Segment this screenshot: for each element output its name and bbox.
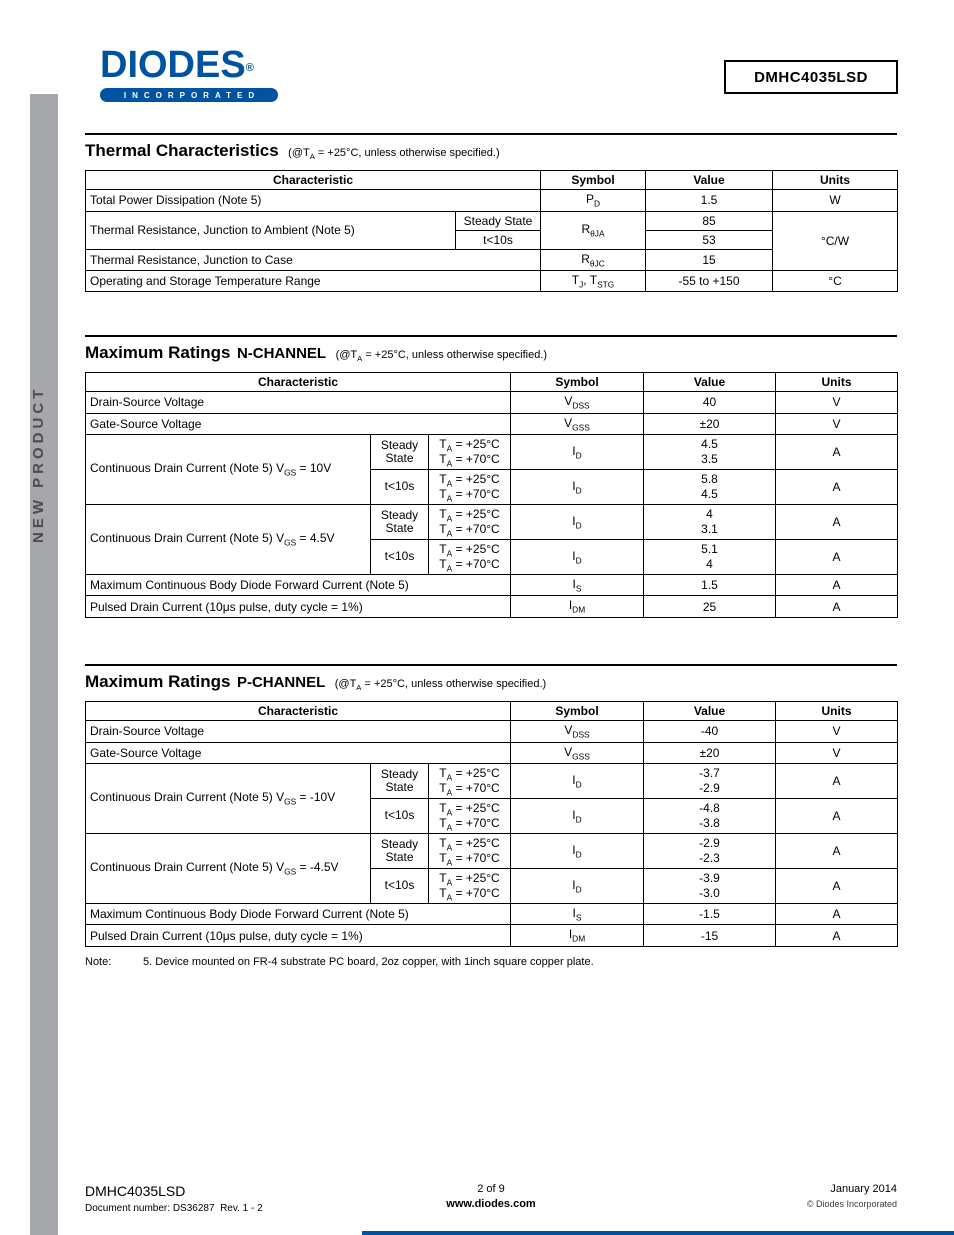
pchannel-title-row [85, 672, 897, 692]
table-row [86, 903, 898, 924]
cell-units: A [776, 868, 898, 903]
section-title-channel: N-CHANNEL [236, 345, 327, 362]
table-row [86, 721, 898, 742]
cell-conditions [429, 798, 511, 833]
cell-conditions [429, 763, 511, 798]
cell-mode: t<10s [371, 539, 429, 574]
cell-characteristic: Gate-Source Voltage [86, 413, 511, 434]
cell-symbol: $I_D$ [511, 868, 644, 903]
cell-value [644, 798, 776, 833]
value-line: -2.3 [699, 850, 720, 865]
condition-line: $T_A = +70^\circ C$ [439, 556, 500, 574]
cell-units: A [776, 434, 898, 469]
thermal-table [85, 170, 898, 292]
cell-conditions [429, 434, 511, 469]
value-line: -2.9 [699, 835, 720, 850]
cell-characteristic: Gate-Source Voltage [86, 742, 511, 763]
condition-line: $T_A = +25^\circ C$ [439, 765, 500, 783]
cell-value: 1.5 [644, 574, 776, 595]
cell-symbol: $I_D$ [511, 469, 644, 504]
new-product-label: NEW PRODUCT [30, 385, 47, 543]
nchannel-table [85, 372, 898, 618]
cell-symbol: $I_D$ [511, 763, 644, 798]
cell-value: 1.5 [646, 190, 773, 211]
footer-left [85, 1183, 263, 1214]
cell-symbol: $I_{DM}$ [511, 596, 644, 617]
table-row [86, 833, 898, 868]
thermal-section [85, 133, 897, 292]
condition-line: $T_A = +70^\circ C$ [439, 486, 500, 504]
pchannel-section [85, 664, 897, 947]
cell-units: A [776, 798, 898, 833]
cell-units: A [776, 763, 898, 798]
col-header-symbol: Symbol [541, 171, 646, 190]
cell-characteristic: Continuous Drain Current (Note 5) $V_{GS} = -4.5V$ [86, 833, 371, 903]
value-line: 4.5 [701, 436, 718, 451]
bottom-accent-bar [362, 1231, 954, 1235]
footnote-text: 5. Device mounted on FR-4 substrate PC board, 2oz copper, with 1inch square copper plate. [143, 956, 594, 968]
value-line: -3.8 [699, 815, 720, 830]
cell-value [644, 833, 776, 868]
col-header-symbol: Symbol [511, 373, 644, 392]
new-product-sidebar [30, 94, 58, 1235]
footer-center [446, 1183, 535, 1210]
cell-conditions [429, 504, 511, 539]
cell-characteristic: Thermal Resistance, Junction to Ambient (Note 5) [86, 211, 456, 249]
cell-symbol: $V_{DSS}$ [511, 721, 644, 742]
cell-symbol: $I_S$ [511, 574, 644, 595]
cell-symbol: $T_J$, $T_{STG}$ [541, 270, 646, 291]
cell-symbol: $I_S$ [511, 903, 644, 924]
logo-wordmark [100, 46, 292, 87]
cell-symbol: $V_{GSS}$ [511, 413, 644, 434]
footer-date: January 2014 [830, 1183, 897, 1195]
cell-symbol: $I_D$ [511, 434, 644, 469]
cell-value [644, 434, 776, 469]
cell-value: 40 [644, 392, 776, 413]
cell-characteristic: Continuous Drain Current (Note 5) $V_{GS} = 4.5V$ [86, 504, 371, 574]
cell-units: V [776, 742, 898, 763]
cell-characteristic: Continuous Drain Current (Note 5) $V_{GS} = 10V$ [86, 434, 371, 504]
value-line: -3.7 [699, 765, 720, 780]
cell-value: -1.5 [644, 903, 776, 924]
condition-line: $T_A = +25^\circ C$ [439, 436, 500, 454]
cell-conditions [429, 469, 511, 504]
cell-symbol: $I_{DM}$ [511, 925, 644, 946]
table-row [86, 763, 898, 798]
footer-copyright: © Diodes Incorporated [806, 1199, 897, 1209]
condition-line: $T_A = +25^\circ C$ [439, 835, 500, 853]
section-title: Maximum Ratings [85, 343, 231, 362]
table-row [86, 574, 898, 595]
cell-symbol: $V_{DSS}$ [511, 392, 644, 413]
cell-characteristic: Continuous Drain Current (Note 5) $V_{GS} = -10V$ [86, 763, 371, 833]
cell-value: -55 to +150 [646, 270, 773, 291]
part-number-box [724, 60, 898, 94]
value-line: 3.5 [701, 451, 718, 466]
cell-characteristic: Pulsed Drain Current (10μs pulse, duty cycle = 1%) [86, 925, 511, 946]
cell-characteristic: Total Power Dissipation (Note 5) [86, 190, 541, 211]
cell-characteristic: Thermal Resistance, Junction to Case [86, 249, 541, 270]
cell-mode: t<10s [371, 868, 429, 903]
condition-line: $T_A = +25^\circ C$ [439, 800, 500, 818]
condition-line: $T_A = +70^\circ C$ [439, 815, 500, 833]
section-divider [85, 335, 897, 337]
table-row [86, 392, 898, 413]
cell-mode: Steady State [456, 211, 541, 230]
condition-line: $T_A = +70^\circ C$ [439, 850, 500, 868]
value-line: -3.9 [699, 870, 720, 885]
value-line: 3.1 [701, 521, 718, 536]
table-row [86, 270, 898, 291]
cell-symbol: $R_{\theta JA}$ [541, 211, 646, 249]
cell-symbol: $I_D$ [511, 539, 644, 574]
cell-value [644, 504, 776, 539]
condition-line: $T_A = +25^\circ C$ [439, 870, 500, 888]
cell-conditions [429, 539, 511, 574]
value-line: -2.9 [699, 780, 720, 795]
table-row [86, 211, 898, 230]
cell-mode: Steady State [371, 833, 429, 868]
col-header-value: Value [644, 373, 776, 392]
value-line: 5.8 [701, 471, 718, 486]
thermal-title-row [85, 141, 897, 161]
section-divider [85, 133, 897, 135]
nchannel-section [85, 335, 897, 618]
cell-value: ±20 [644, 413, 776, 434]
condition-line: $T_A = +70^\circ C$ [439, 780, 500, 798]
cell-characteristic: Maximum Continuous Body Diode Forward Current (Note 5) [86, 574, 511, 595]
cell-symbol: $I_D$ [511, 798, 644, 833]
cell-mode: t<10s [371, 798, 429, 833]
cell-units: W [773, 190, 898, 211]
section-title: Thermal Characteristics [85, 141, 279, 160]
cell-value: 85 [646, 211, 773, 230]
col-header-units: Units [773, 171, 898, 190]
footnote [85, 956, 594, 968]
table-row [86, 413, 898, 434]
cell-value: 25 [644, 596, 776, 617]
cell-conditions [429, 833, 511, 868]
cell-value: ±20 [644, 742, 776, 763]
value-line: 4 [706, 506, 713, 521]
cell-characteristic: Drain-Source Voltage [86, 392, 511, 413]
cell-mode: Steady State [371, 504, 429, 539]
cell-conditions [429, 868, 511, 903]
col-header-value: Value [646, 171, 773, 190]
table-header-row [86, 171, 898, 190]
section-divider [85, 664, 897, 666]
table-header-row [86, 702, 898, 721]
cell-units: A [776, 504, 898, 539]
col-header-characteristic: Characteristic [86, 702, 511, 721]
cell-mode: t<10s [371, 469, 429, 504]
cell-characteristic: Maximum Continuous Body Diode Forward Current (Note 5) [86, 903, 511, 924]
cell-mode: Steady State [371, 763, 429, 798]
section-title: Maximum Ratings [85, 672, 231, 691]
cell-value: 53 [646, 230, 773, 249]
cell-units: V [776, 392, 898, 413]
table-row [86, 434, 898, 469]
cell-units: A [776, 539, 898, 574]
cell-symbol: $V_{GSS}$ [511, 742, 644, 763]
cell-value [644, 539, 776, 574]
logo-incorporated-bar: INCORPORATED [100, 88, 278, 102]
footer-right [807, 1183, 897, 1209]
cell-units: A [776, 903, 898, 924]
col-header-units: Units [776, 373, 898, 392]
cell-units: °C/W [773, 211, 898, 270]
table-row [86, 742, 898, 763]
cell-mode: Steady State [371, 434, 429, 469]
cell-symbol: $I_D$ [511, 833, 644, 868]
value-line: 4.5 [701, 486, 718, 501]
diodes-logo [100, 46, 292, 102]
cell-characteristic: Pulsed Drain Current (10μs pulse, duty cycle = 1%) [86, 596, 511, 617]
col-header-symbol: Symbol [511, 702, 644, 721]
cell-units: A [776, 574, 898, 595]
section-condition: ($@T_A = +25^\circ C$, unless otherwise specified.) [288, 147, 500, 162]
cell-value: -40 [644, 721, 776, 742]
section-title-channel: P-CHANNEL [236, 674, 326, 691]
cell-characteristic: Drain-Source Voltage [86, 721, 511, 742]
cell-value: 15 [646, 249, 773, 270]
col-header-characteristic: Characteristic [86, 171, 541, 190]
logo-brand-text: DIODES [100, 44, 246, 86]
table-row [86, 190, 898, 211]
condition-line: $T_A = +70^\circ C$ [439, 451, 500, 469]
condition-line: $T_A = +70^\circ C$ [439, 521, 500, 539]
value-line: -3.0 [699, 885, 720, 900]
condition-line: $T_A = +25^\circ C$ [439, 541, 500, 559]
pchannel-table [85, 701, 898, 947]
cell-units: A [776, 596, 898, 617]
table-row [86, 504, 898, 539]
cell-units: A [776, 925, 898, 946]
footer-website-link: www.diodes.com [446, 1198, 536, 1210]
cell-units: V [776, 413, 898, 434]
col-header-units: Units [776, 702, 898, 721]
condition-line: $T_A = +25^\circ C$ [439, 506, 500, 524]
cell-value [644, 868, 776, 903]
table-row [86, 596, 898, 617]
cell-symbol: $I_D$ [511, 504, 644, 539]
col-header-value: Value [644, 702, 776, 721]
nchannel-title-row [85, 343, 897, 363]
part-number: DMHC4035LSD [754, 68, 868, 86]
cell-symbol: $R_{\theta JC}$ [541, 249, 646, 270]
cell-symbol: $P_D$ [541, 190, 646, 211]
footnote-label: Note: [85, 956, 112, 968]
section-condition: ($@T_A = +25^\circ C$, unless otherwise specified.) [334, 678, 547, 693]
cell-characteristic: Operating and Storage Temperature Range [86, 270, 541, 291]
cell-units: °C [773, 270, 898, 291]
cell-units: A [776, 833, 898, 868]
value-line: 4 [706, 556, 713, 571]
condition-line: $T_A = +70^\circ C$ [439, 885, 500, 903]
registered-trademark-icon: ® [245, 62, 254, 74]
cell-mode: t<10s [456, 230, 541, 249]
value-line: -4.8 [699, 800, 720, 815]
col-header-characteristic: Characteristic [86, 373, 511, 392]
table-header-row [86, 373, 898, 392]
section-condition: ($@T_A = +25^\circ C$, unless otherwise specified.) [335, 349, 548, 364]
condition-line: $T_A = +25^\circ C$ [439, 471, 500, 489]
value-line: 5.1 [701, 541, 718, 556]
footer-document-number: Document number: DS36287 Rev. 1 - 2 [85, 1203, 263, 1214]
cell-value [644, 763, 776, 798]
cell-value [644, 469, 776, 504]
footer-page-indicator: 2 of 9 [477, 1183, 505, 1195]
cell-units: A [776, 469, 898, 504]
footer-part-number: DMHC4035LSD [85, 1183, 186, 1199]
cell-value: -15 [644, 925, 776, 946]
table-row [86, 925, 898, 946]
cell-units: V [776, 721, 898, 742]
